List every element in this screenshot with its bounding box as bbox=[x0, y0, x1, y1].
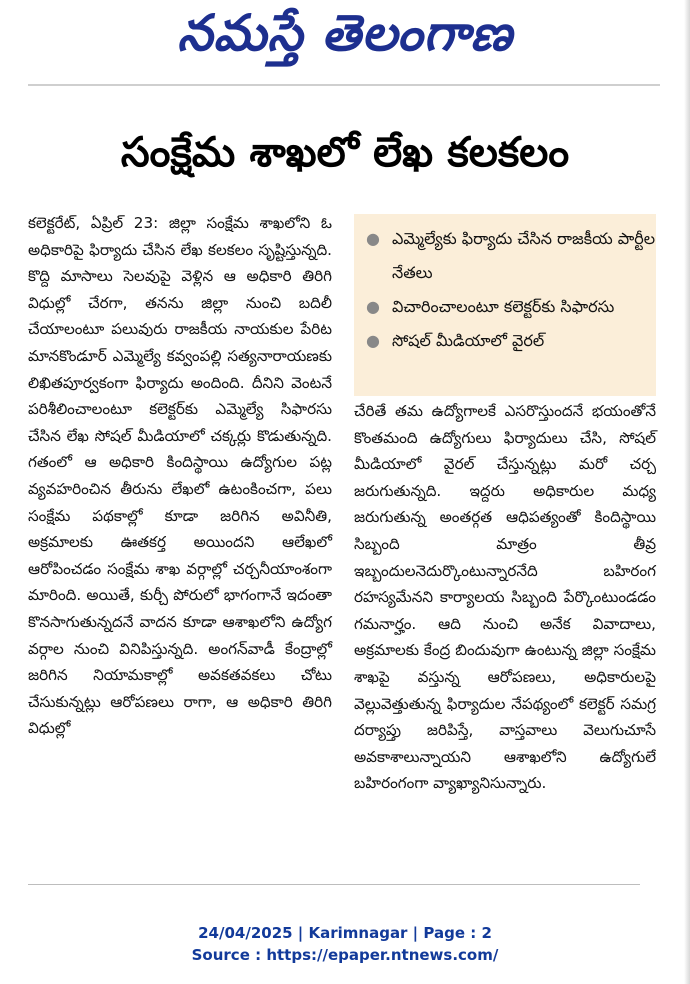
right-column-text: చేరితే తమ ఉద్యోగాలకే ఎసరొస్తుందనే భయంతోనే కొంతమంది ఉద్యోగులు ఫిర్యాదులు చేసి, సోషల్ మీడియాలో వైరల్ చేస్తున్నట్లు మరో చర్చ జరుగుతున్నది. ఇద్దరు అధికారుల మధ్య జరుగుతున్న అంతర్గత ఆధిపత్యంతో కిందిస్థాయి సిబ్బంది మాత్రం తీవ్ర ఇబ్బందులనెదుర్కొంటున్నారనేది బహిరంగ రహస్యమేనని కార్యాలయ సిబ్బంది పేర్కొంటుండడం గమనార్హం. ఆది నుంచి అనేక వివాదాలు, అక్రమాలకు కేంద్ర బిందువుగా ఉంటున్న జిల్లా సంక్షేమ శాఖపై వస్తున్న ఆరోపణలు, అధికారులపై వెల్లువెత్తుతున్న ఫిర్యాదుల నేపథ్యంలో కలెక్టర్ సమగ్ర దర్యాప్తు జరిపిస్తే, వాస్తవాలు వెలుగుచూసే అవకాశాలున్నాయని ఆశాఖలోని ఉద్యోగులే బహిరంగంగా వ్యాఖ్యానిసున్నారు. bbox=[354, 402, 656, 793]
left-column-text: కలెక్టరేట్, ఏప్రిల్ 23: జిల్లా సంక్షేమ శాఖలోని ఓ అధికారిపై ఫిర్యాదు చేసిన లేఖ కలకలం సృష్టిస్తున్నది. కొద్ది మాసాలు సెలవుపై వెళ్లిన ఆ అధికారి తిరిగి విధుల్లో చేరగా, తనను జిల్లా నుంచి బదిలీ చేయాలంటూ పలువురు రాజకీయ నాయకుల పేరిట మానకొండూర్ ఎమ్మెల్యే కవ్వంపల్లి సత్యనారాయణకు లిఖితపూర్వకంగా ఫిర్యాదు అందింది. దీనిని వెంటనే పరిశీలించాలంటూ కలెక్టర్‌కు ఎమ్మెల్యే సిఫారసు చేసిన లేఖ సోషల్ మీడియాలో చక్కర్లు కొడుతున్నది. గతంలో ఆ అధికారి కిందిస్థాయి ఉద్యోగుల పట్ల వ్యవహరించిన తీరును లేఖలో ఉటంకించగా, పలు సంక్షేమ పథకాల్లో కూడా జరిగిన అవినీతి, అక్రమాలకు ఊతకర్త అయిందని ఆలేఖలో ఆరోపించడం సంక్షేమ శాఖ వర్గాల్లో చర్చనీయాంశంగా మారింది. అయితే, కుర్చీ పోరులో భాగంగానే ఇదంతా కొనసాగుతున్నదనే వాదన కూడా ఆశాఖలోని ఉద్యోగ వర్గాల నుంచి వినిపిస్తున్నది. అంగన్‌వాడీ కేంద్రాల్లో జరిగిన నియామకాల్లో అవకతవకలు చోటు చేసుకున్నట్లు ఆరోపణలు రాగా, ఆ అధికారి తిరిగి విధుల్లో bbox=[28, 214, 332, 738]
highlight-item bbox=[354, 222, 656, 290]
masthead-divider bbox=[28, 84, 660, 86]
footer-date-edition: 24/04/2025 | Karimnagar | Page : 2 bbox=[198, 924, 492, 942]
article-column-right bbox=[354, 398, 656, 797]
masthead-title: నమస్తే తెలంగాణ bbox=[177, 4, 513, 62]
highlight-text: విచారించాలంటూ కలెక్టర్‌కు సిఫారసు bbox=[392, 297, 615, 316]
page-footer bbox=[0, 922, 690, 966]
bullet-icon: ● bbox=[366, 229, 380, 248]
highlight-item bbox=[354, 290, 656, 324]
article-end-divider bbox=[28, 884, 640, 885]
highlights-list bbox=[354, 214, 656, 358]
bullet-icon: ● bbox=[366, 331, 380, 350]
highlight-text: ఎమ్మెల్యేకు ఫిర్యాదు చేసిన రాజకీయ పార్టీల నేతలు bbox=[392, 229, 656, 282]
highlights-box bbox=[354, 214, 656, 396]
article-headline: సంక్షేమ శాఖలో లేఖ కలకలం bbox=[120, 128, 570, 176]
newspaper-masthead bbox=[0, 0, 690, 78]
highlight-item bbox=[354, 324, 656, 358]
page-edge-shadow bbox=[684, 0, 690, 984]
bullet-icon: ● bbox=[366, 297, 380, 316]
footer-source-link[interactable]: Source : https://epaper.ntnews.com/ bbox=[191, 946, 499, 964]
article-column-left bbox=[28, 210, 332, 742]
highlight-text: సోషల్ మీడియాలో వైరల్ bbox=[392, 331, 545, 350]
